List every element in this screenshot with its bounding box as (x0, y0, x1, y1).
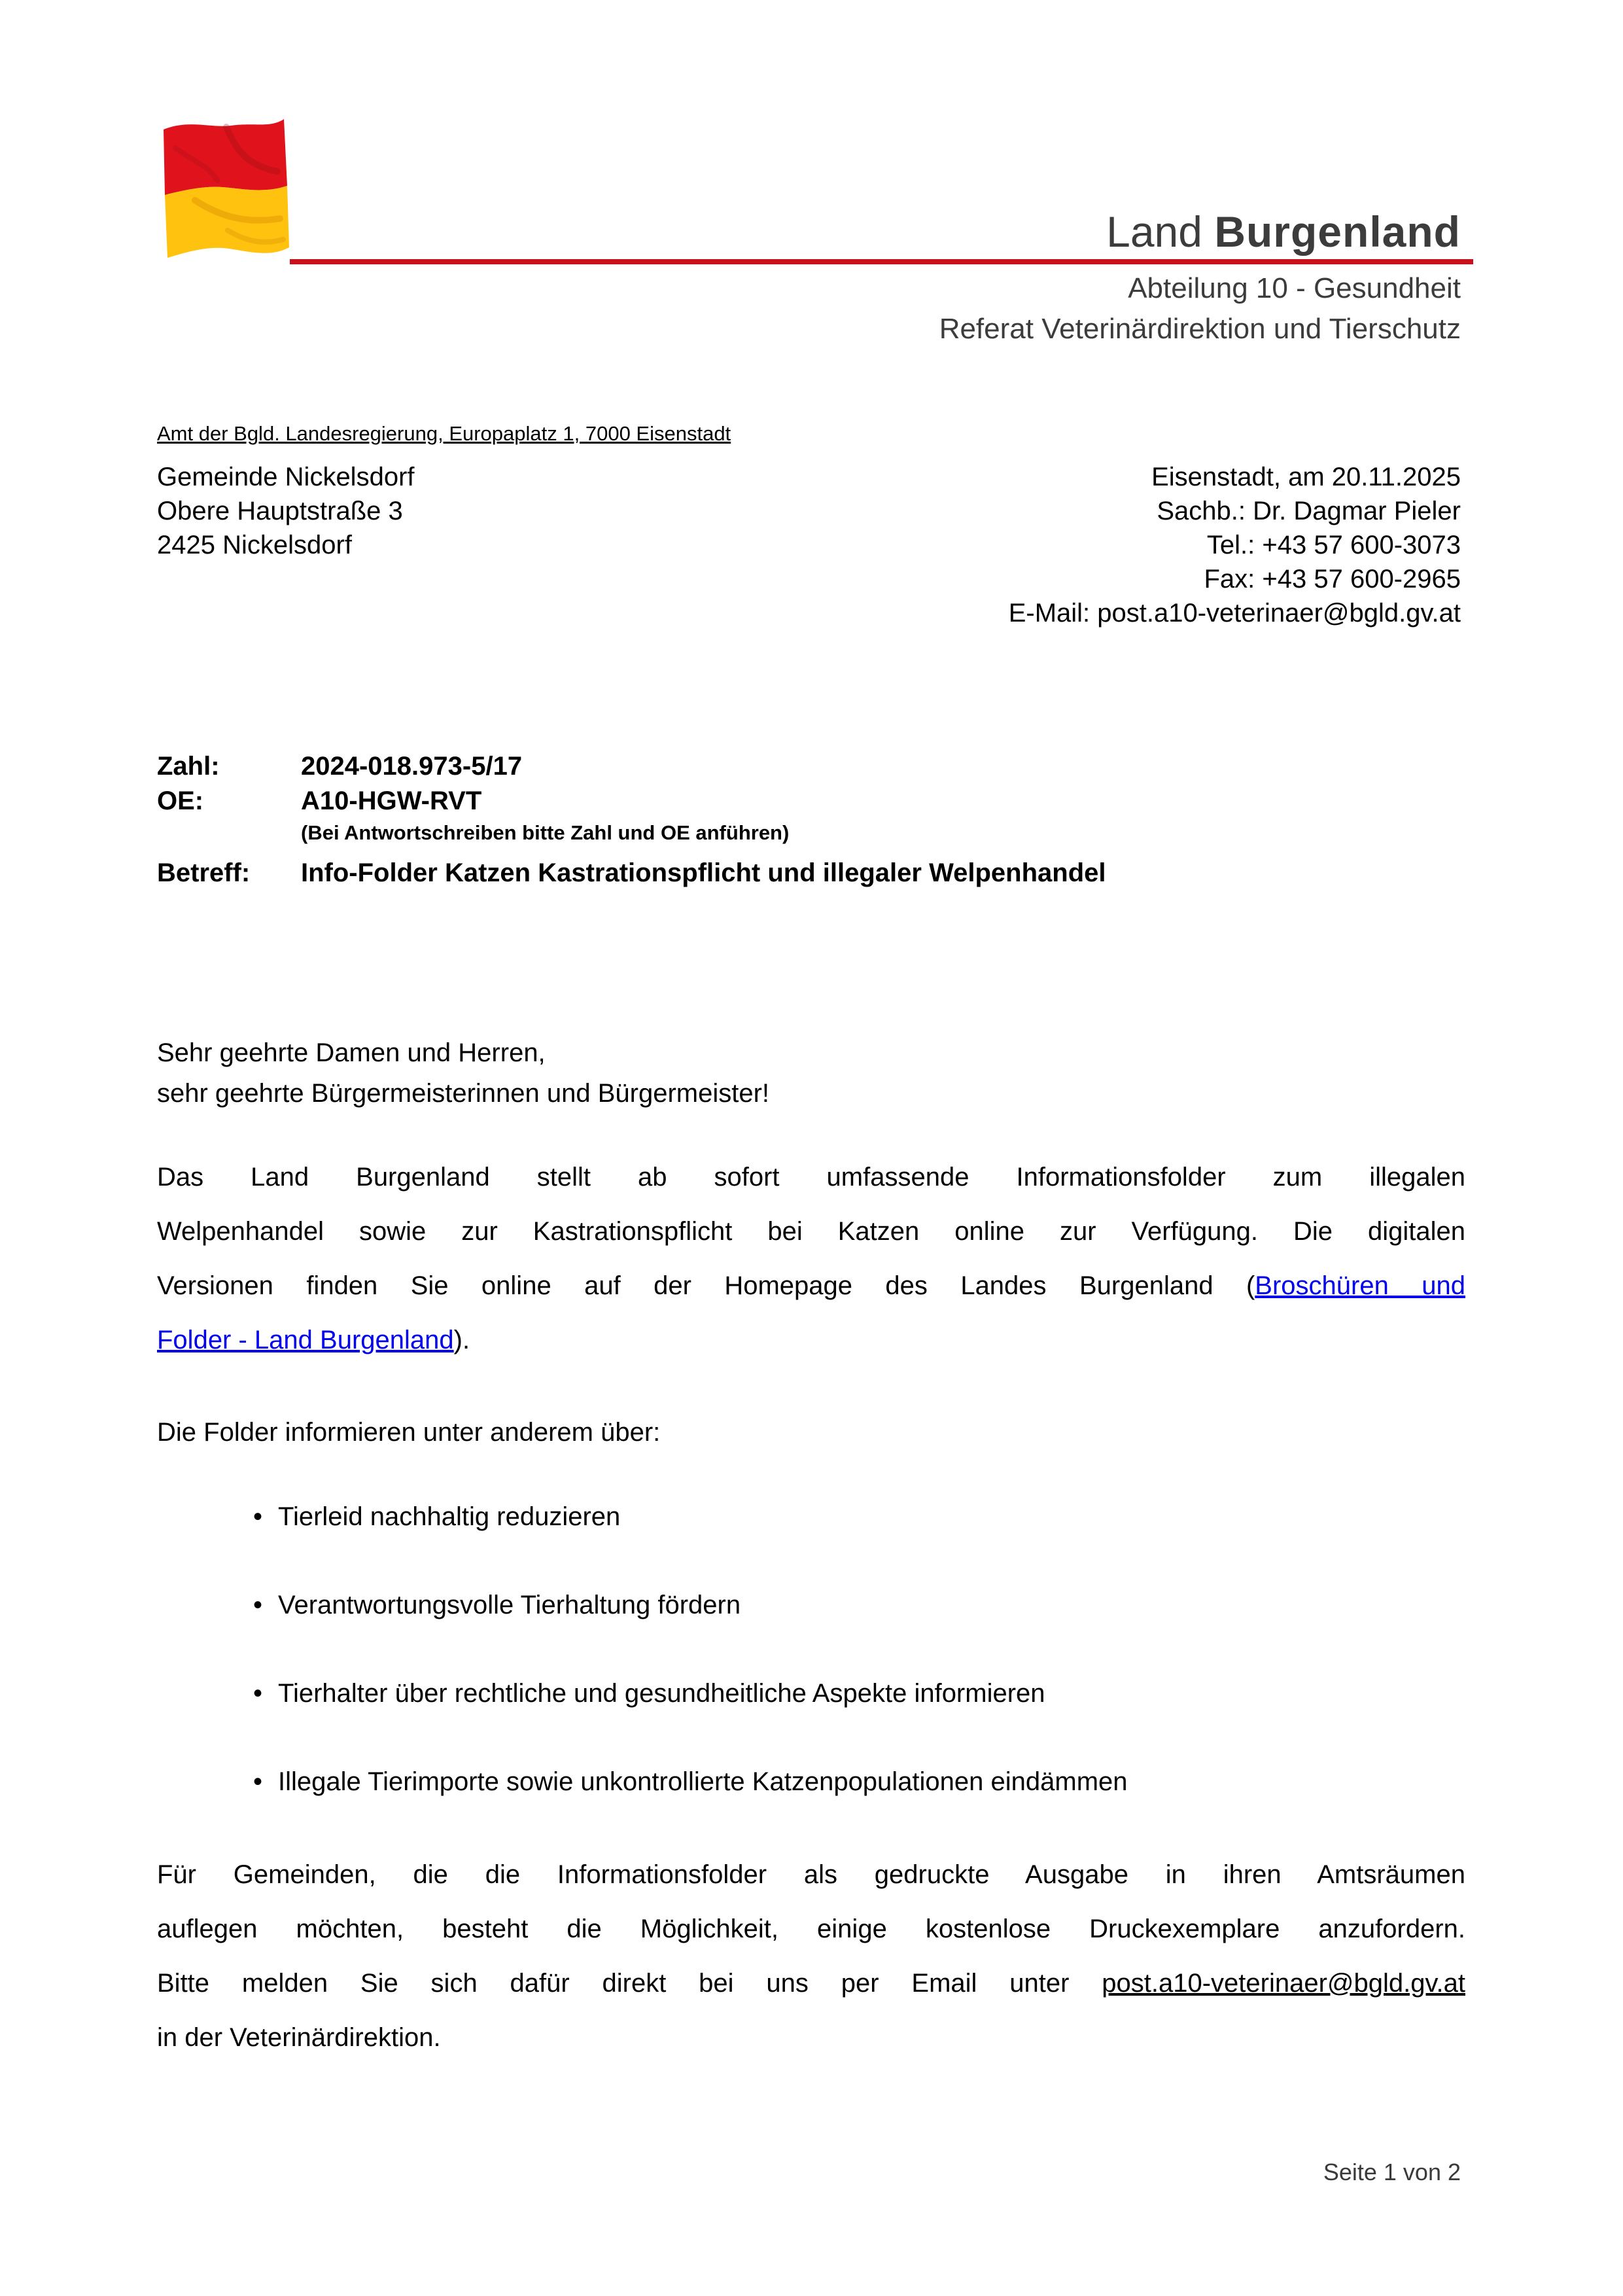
recipient-address-line: 2425 Nickelsdorf (157, 531, 352, 559)
header-divider-rule (290, 259, 1473, 264)
org-wordmark-bold: Burgenland (1214, 207, 1461, 256)
zahl-label: Zahl: (157, 752, 220, 781)
paragraph-2 (157, 1848, 1465, 2065)
burgenland-flag-logo (149, 102, 300, 266)
hyperlink[interactable]: Folder - Land Burgenland (157, 1326, 454, 1354)
text-segment: Das Land Burgenland stellt ab sofort umfassende Informationsfolder zum illegalen (157, 1163, 1465, 1192)
hyperlink[interactable]: Broschüren und (1255, 1271, 1465, 1300)
department-line: Abteilung 10 - Gesundheit (1128, 272, 1461, 304)
department-line: Referat Veterinärdirektion und Tierschutz (939, 313, 1461, 345)
recipient-address-line: Obere Hauptstraße 3 (157, 497, 403, 525)
contact-info-block (1009, 460, 1461, 630)
betreff-value: Info-Folder Katzen Kastrationspflicht und illegaler Welpenhandel (301, 858, 1106, 887)
reference-betreff-row (157, 857, 1106, 889)
reference-oe-row (157, 785, 481, 817)
text-segment: ). (453, 1326, 470, 1354)
paragraph-line (157, 1902, 1465, 1956)
text-segment: Welpenhandel sowie zur Kastrationspflicht bei Katzen online zur Verfügung. Die digitalen (157, 1217, 1465, 1246)
list-intro: Die Folder informieren unter anderem über: (157, 1418, 661, 1447)
text-segment: Bitte melden Sie sich dafür direkt bei uns per Email unter (157, 1969, 1102, 1998)
betreff-label: Betreff: (157, 858, 251, 887)
salutation-line: sehr geehrte Bürgermeisterinnen und Bürgermeister! (157, 1079, 770, 1108)
paragraph-line (157, 1259, 1465, 1313)
salutation-block (157, 1033, 769, 1114)
oe-label: OE: (157, 786, 204, 815)
contact-info-line: Fax: +43 57 600-2965 (1204, 565, 1461, 593)
bullet-item: • Illegale Tierimporte sowie unkontrollierte Katzenpopulationen eindämmen (278, 1762, 1128, 1801)
recipient-address-line: Gemeinde Nickelsdorf (157, 463, 415, 491)
info-bullet-list (278, 1497, 1128, 1850)
salutation-line: Sehr geehrte Damen und Herren, (157, 1038, 546, 1067)
recipient-address-block (157, 460, 415, 562)
paragraph-1 (157, 1150, 1465, 1368)
org-wordmark-light: Land (1106, 207, 1202, 256)
contact-info-line: E-Mail: post.a10-veterinaer@bgld.gv.at (1008, 599, 1461, 627)
text-segment: Für Gemeinden, die die Informationsfolder als gedruckte Ausgabe in ihren Amtsräumen (157, 1860, 1465, 1889)
oe-value: A10-HGW-RVT (301, 786, 482, 815)
bullet-item: • Tierleid nachhaltig reduzieren (278, 1497, 1128, 1536)
reference-note: (Bei Antwortschreiben bitte Zahl und OE anführen) (301, 821, 790, 844)
sender-return-address: Amt der Bgld. Landesregierung, Europaplatz 1, 7000 Eisenstadt (157, 422, 731, 445)
text-segment: auflegen möchten, besteht die Möglichkeit, einige kostenlose Druckexemplare anzufordern. (157, 1915, 1465, 1943)
paragraph-line (157, 1205, 1465, 1259)
contact-info-line: Eisenstadt, am 20.11.2025 (1151, 463, 1461, 491)
paragraph-line (157, 2011, 1465, 2065)
text-segment: in der Veterinärdirektion. (157, 2023, 441, 2052)
zahl-value: 2024-018.973-5/17 (301, 752, 523, 781)
paragraph-line (157, 1150, 1465, 1205)
paragraph-line (157, 1313, 1465, 1368)
text-segment: Versionen finden Sie online auf der Homepage des Landes Burgenland ( (157, 1271, 1255, 1300)
contact-info-line: Tel.: +43 57 600-3073 (1206, 531, 1461, 559)
org-wordmark (1106, 207, 1461, 256)
bullet-item: • Tierhalter über rechtliche und gesundheitliche Aspekte informieren (278, 1674, 1128, 1713)
department-block (939, 268, 1461, 349)
contact-info-line: Sachb.: Dr. Dagmar Pieler (1157, 497, 1461, 525)
bullet-item: • Verantwortungsvolle Tierhaltung fördern (278, 1585, 1128, 1625)
reference-zahl-row (157, 751, 522, 782)
paragraph-line (157, 1956, 1465, 2011)
page-number-indicator: Seite 1 von 2 (1323, 2159, 1461, 2185)
email-link[interactable]: post.a10-veterinaer@bgld.gv.at (1102, 1969, 1465, 1998)
paragraph-line (157, 1848, 1465, 1902)
